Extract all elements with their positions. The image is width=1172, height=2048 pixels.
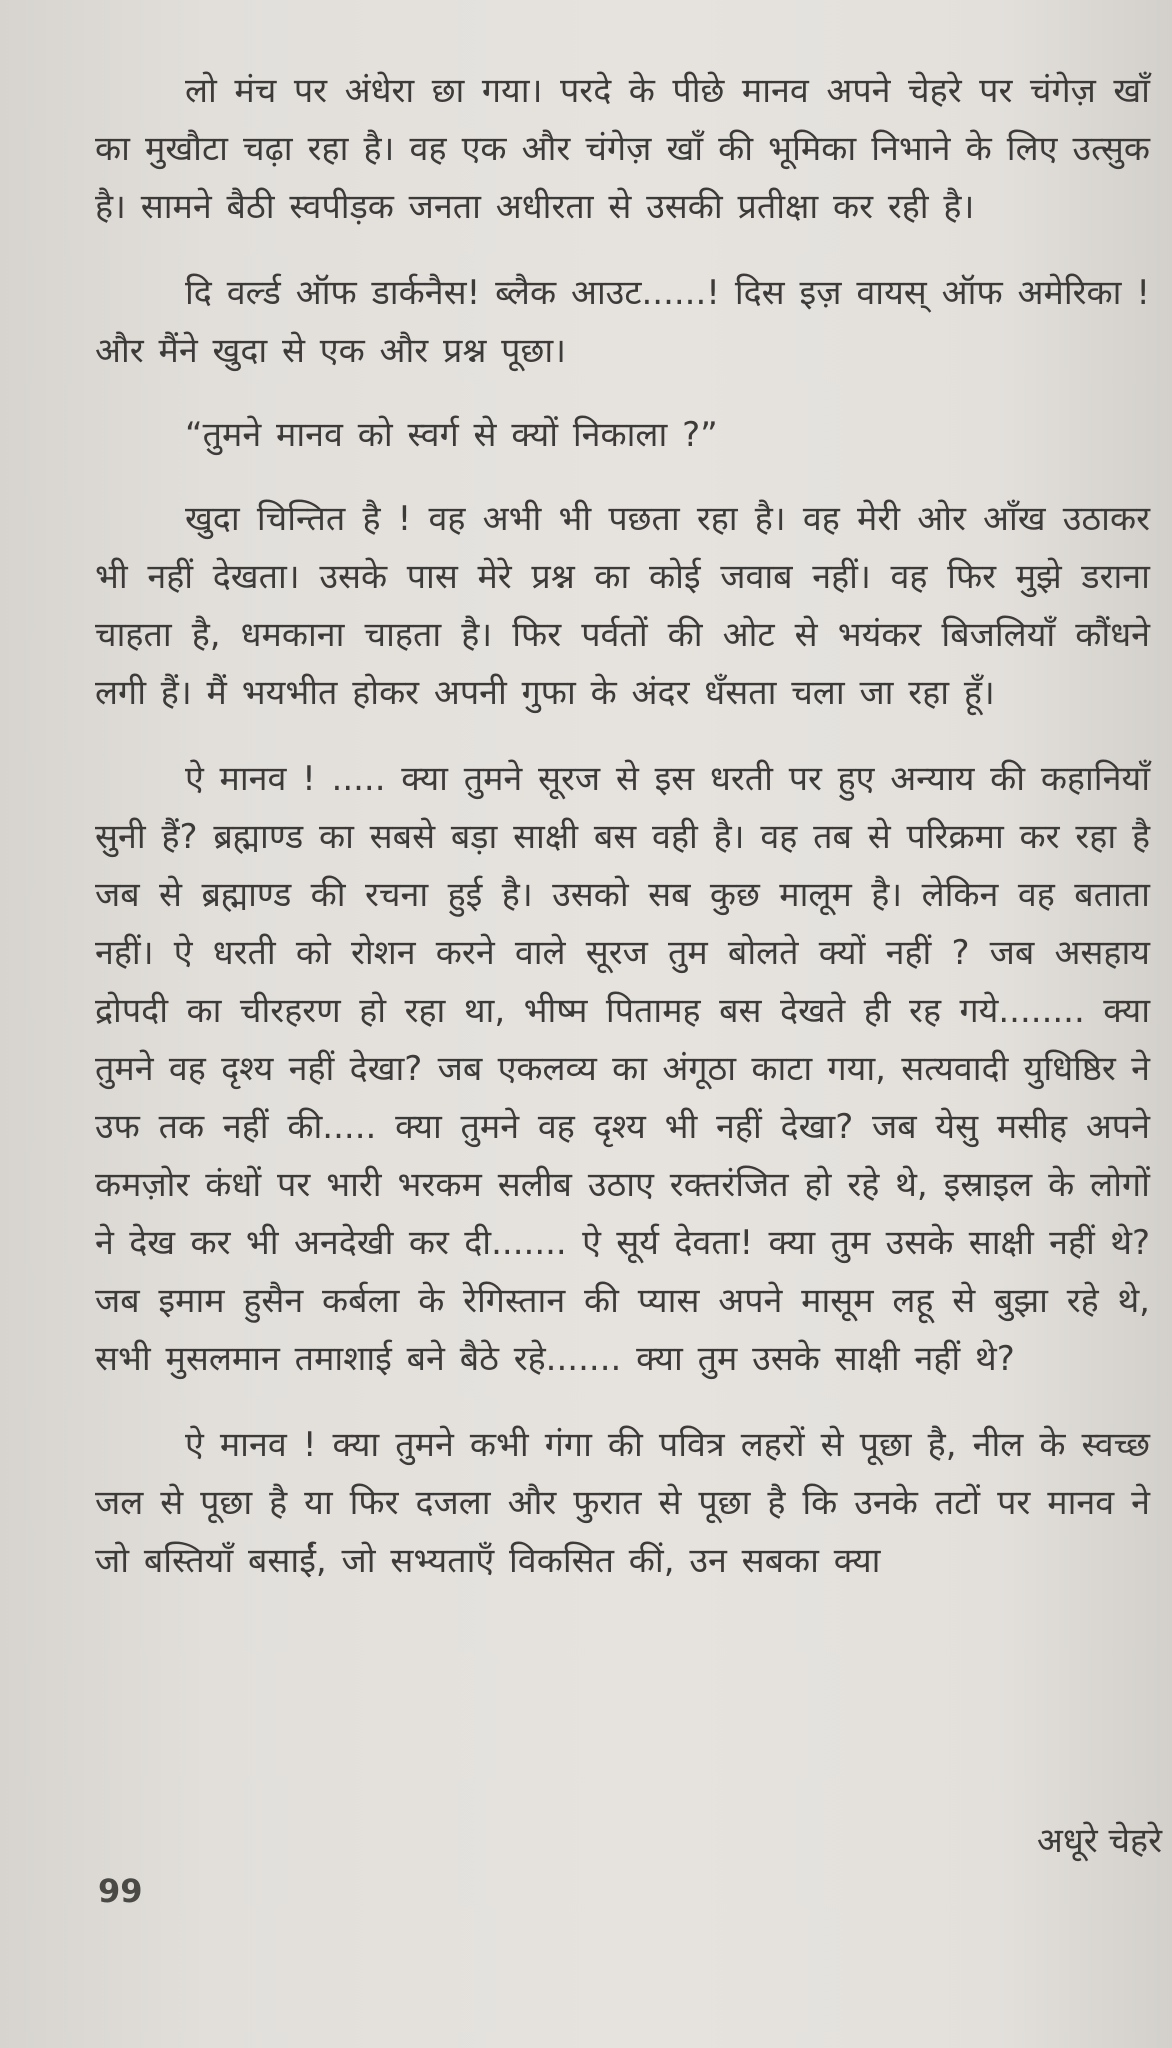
paragraph-4: खुदा चिन्तित है ! वह अभी भी पछता रहा है। वह मेरी ओर आँख उठाकर भी नहीं देखता। उसके पास मेरे प्रश्न का कोई जवाब नहीं। वह फिर मुझे डराना चाहता है, धमकाना चाहता है। फिर पर्वतों की ओट से भयंकर बिजलियाँ कौंधने लगी हैं। मैं भयभीत होकर अपनी गुफा के अंदर धँसता चला जा रहा हूँ। — [95, 499, 1150, 713]
running-title: अधूरे चेहरे — [1036, 1821, 1162, 1861]
paragraph-3-quote: “तुमने मानव को स्वर्ग से क्यों निकाला ?” — [185, 415, 718, 455]
paragraph-1: लो मंच पर अंधेरा छा गया। परदे के पीछे मानव अपने चेहरे पर चंगेज़ खाँ का मुखौटा चढ़ा रहा है। वह एक और चंगेज़ खाँ की भूमिका निभाने के लिए उत्सुक है। सामने बैठी स्वपीड़क जनता अधीरता से उसकी प्रतीक्षा कर रही है। — [95, 71, 1150, 227]
body-text — [95, 62, 1150, 1618]
paragraph-5: ऐ मानव ! ..... क्या तुमने सूरज से इस धरती पर हुए अन्याय की कहानियाँ सुनी हैं? ब्रह्माण्ड का सबसे बड़ा साक्षी बस वही है। वह तब से परिक्रमा कर रहा है जब से ब्रह्माण्ड की रचना हुई है। उसको सब कुछ मालूम है। लेकिन वह बताता नहीं। ऐ धरती को रोशन करने वाले सूरज तुम बोलते क्यों नहीं ? जब असहाय द्रोपदी का चीरहरण हो रहा था, भीष्म पितामह बस देखते ही रह गये........ क्या तुमने वह दृश्य नहीं देखा? जब एकलव्य का अंगूठा काटा गया, सत्यवादी युधिष्ठिर ने उफ तक नहीं की..... क्या तुमने वह दृश्य भी नहीं देखा? जब येसु मसीह अपने कमज़ोर कंधों पर भारी भरकम सलीब उठाए रक्तरंजित हो रहे थे, इस्राइल के लोगों ने देख कर भी अनदेखी कर दी....... ऐ सूर्य देवता! क्या तुम उसके साक्षी नहीं थे? जब इमाम हुसैन कर्बला के रेगिस्तान की प्यास अपने मासूम लहू से बुझा रहे थे, सभी मुसलमान तमाशाई बने बैठे रहे....... क्या तुम उसके साक्षी नहीं थे? — [95, 759, 1150, 1379]
page-number: 99 — [98, 1872, 143, 1910]
paragraph-2: दि वर्ल्ड ऑफ डार्कनैस! ब्लैक आउट......! दिस इज़ वायस् ऑफ अमेरिका ! और मैंने खुदा से एक और प्रश्न पूछा। — [95, 273, 1150, 371]
paragraph-6: ऐ मानव ! क्या तुमने कभी गंगा की पवित्र लहरों से पूछा है, नील के स्वच्छ जल से पूछा है या फिर दजला और फुरात से पूछा है कि उनके तटों पर मानव ने जो बस्तियाँ बसाईं, जो सभ्यताएँ विकसित कीं, उन सबका क्या — [95, 1425, 1150, 1581]
